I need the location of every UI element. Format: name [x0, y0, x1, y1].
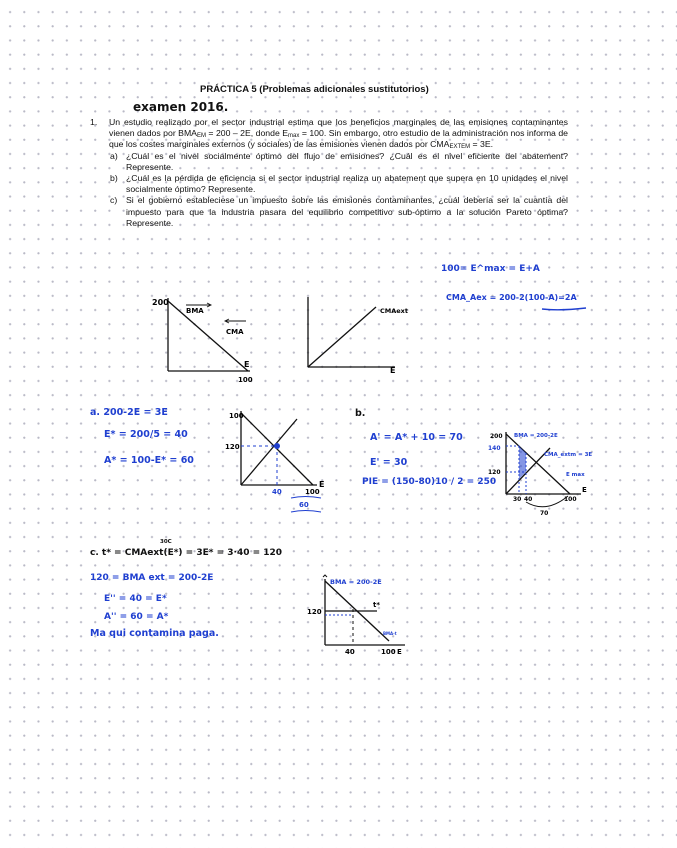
note-underline: [540, 306, 588, 312]
graph1-cma-label: CMA: [226, 328, 244, 336]
graph-bma: [150, 295, 270, 385]
graph5-x40: 40: [345, 648, 355, 656]
graph5-y120: 120: [307, 608, 322, 616]
part-b-line2: E' = 30: [370, 457, 408, 468]
exam-note: examen 2016.: [133, 100, 229, 114]
graph5-e-label: E: [397, 648, 402, 656]
graph4-emax-label: E max: [566, 472, 585, 478]
graph3-y-top: 100: [229, 412, 244, 420]
graph4-y120: 120: [488, 469, 501, 476]
graph2-e-label: E: [390, 366, 396, 375]
part-b-label: b.: [355, 408, 366, 419]
graph4-bma-label: BMA = 200-2E: [514, 433, 558, 439]
note-emax: 100= E^max = E+A: [441, 264, 540, 274]
part-a-line1: a. 200-2E = 3E: [90, 407, 168, 418]
graph4-x40: 40: [524, 496, 533, 503]
graph1-bma-label: BMA: [186, 307, 204, 315]
graph4-x30: 30: [513, 496, 522, 503]
graph4-x100: 100: [564, 496, 577, 503]
part-c-line3: E'' = 40 = E*: [104, 594, 167, 604]
part-c-line1: c. t* = CMAext(E*) = 3E* = 3·40 = 120: [90, 548, 283, 558]
graph3-x100: 100: [305, 488, 320, 496]
graph-part-c: [305, 573, 415, 658]
problem-intro: Un estudio realizado por el sector industrial estima que los beneficios marginales de las emisiones contaminantes vienen dados por $BMA_{EM} = 200 - 2E$, donde $E_{max} = 100$. Sin embargo, otro estudio de la administración nos informa de que los costes marginales externos (y sociales) de las emisiones vienen dados por $CMA_{EXTEM} = 3E$.: [109, 117, 568, 151]
question-c: c) Si el gobierno estableciese un impuesto sobre las emisiones contaminantes, ¿cuál debería ser la cuantía del impuesto para que la industria pasara del equilibrio competitivo sub-óptimo a la solución Pareto óptima? Represente.: [110, 195, 568, 228]
graph3-x60: 60: [299, 501, 309, 509]
part-c-line4: A'' = 60 = A*: [104, 612, 169, 622]
graph5-x100: 100: [381, 648, 396, 656]
problem-number: 1.: [90, 117, 98, 127]
graph3-x40: 40: [272, 488, 282, 496]
part-c-line5: Ma qui contamina paga.: [90, 628, 219, 639]
question-b: b) ¿Cuál es la pérdida de eficiencia si el sector industrial realiza un abatement que supera en 10 unidades el nivel socialmente óptimo? Represente.: [110, 173, 568, 195]
graph2-line-label: CMAext: [380, 307, 408, 315]
graph1-y-label: 200: [152, 298, 169, 307]
graph5-bma-label: BMA = 200-2E: [330, 578, 382, 586]
graph3-e-label: E: [319, 480, 325, 489]
graph1-x-label: 100: [238, 376, 253, 384]
graph5-bm-small: BMA-t: [383, 631, 397, 636]
graph-part-a: [225, 405, 335, 513]
graph5-t-label: t*: [373, 601, 381, 609]
graph4-x70: 70: [540, 510, 549, 517]
graph4-y200: 200: [490, 433, 503, 440]
part-a-line3: A* = 100-E* = 60: [104, 455, 194, 466]
part-a-line2: E* = 200/5 = 40: [104, 429, 188, 440]
graph-part-b: [486, 426, 606, 518]
graph-cmaext: [300, 295, 410, 380]
part-b-line1: A' = A* + 10 = 70: [370, 432, 463, 443]
problem-statement: [90, 117, 568, 229]
graph4-e-label: E: [582, 486, 587, 494]
note-cma-abatement: CMA_Aex = 200-2(100-A)=2A: [446, 293, 577, 302]
graph4-cma-label: CMA_extm = 3E: [544, 452, 593, 458]
part-c-over: 30C: [160, 539, 172, 545]
graph3-y-mid: 120: [225, 443, 240, 451]
graph1-e-label: E: [244, 360, 250, 369]
graph4-y140: 140: [488, 445, 501, 452]
question-a: a) ¿Cuál es el nivel socialmente óptimo del flujo de emisiones? ¿Cuál es el nivel eficiente del abatement? Represente.: [110, 150, 568, 172]
page-title: PRÁCTICA 5 (Problemas adicionales sustitutorios): [200, 84, 429, 95]
part-c-line2: 120 = BMA ext = 200-2E: [90, 573, 214, 583]
part-b-line3: PIE = (150-80)10 / 2 = 250: [362, 477, 497, 487]
